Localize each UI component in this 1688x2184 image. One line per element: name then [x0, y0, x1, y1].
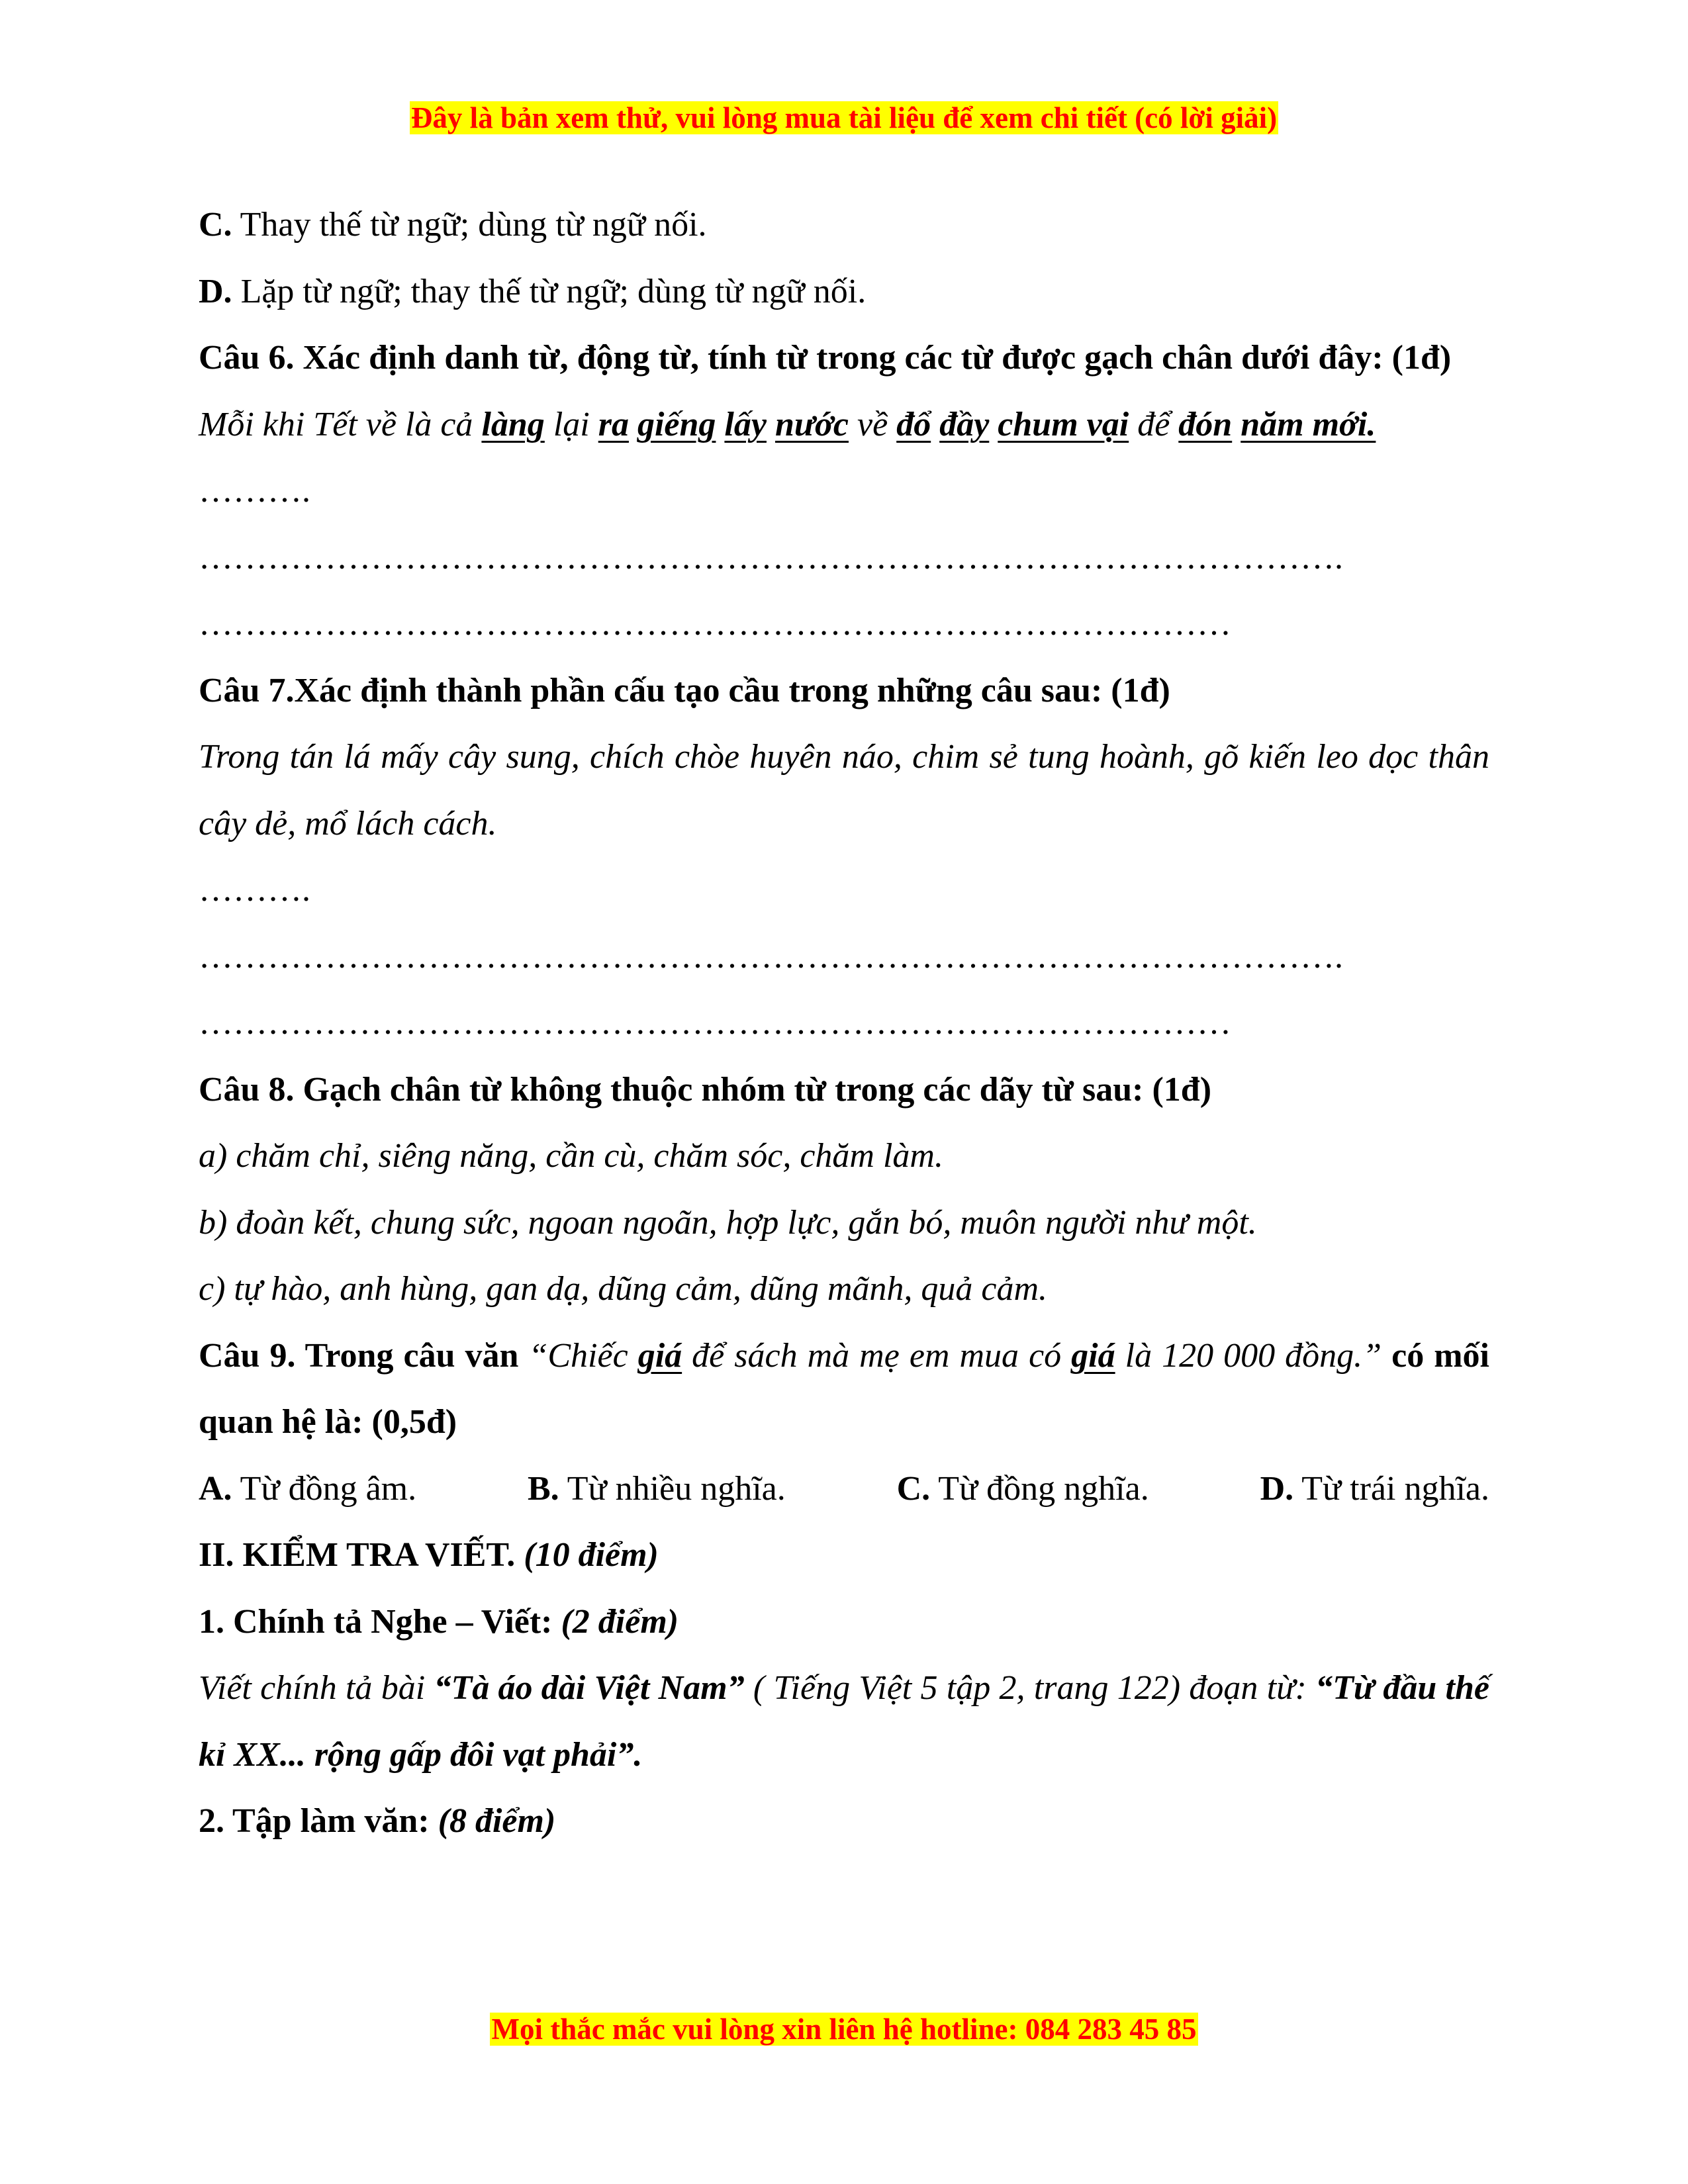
option-label: C.: [199, 206, 232, 244]
q6-sentence: [199, 392, 1489, 459]
section-heading: 1. Chính tả Nghe – Viết:: [199, 1602, 561, 1641]
q9-option-d: [1260, 1456, 1489, 1523]
q9-option-a: [199, 1456, 416, 1523]
text-segment: về: [849, 405, 897, 443]
answer-line: ………………………………………………………………………………: [199, 605, 1231, 643]
underlined-word: đón: [1178, 405, 1233, 443]
hotline-text: Mọi thắc mắc vui lòng xin liên hệ hotline: 084 283 45 85: [491, 2013, 1197, 2046]
underlined-word: đầy: [939, 405, 990, 443]
underlined-word: giá: [637, 1336, 682, 1375]
option-text: Từ nhiều nghĩa.: [559, 1469, 786, 1508]
option-text: Từ trái nghĩa.: [1293, 1469, 1489, 1508]
q8-item-c: c) tự hào, anh hùng, gan dạ, dũng cảm, dũng mãnh, quả cảm.: [199, 1270, 1048, 1308]
preview-notice-text: Đây là bản xem thử, vui lòng mua tài liệu để xem chi tiết (có lời giải): [410, 101, 1278, 134]
option-text: Từ đồng nghĩa.: [930, 1469, 1149, 1508]
text-segment: Câu 9. Trong câu văn: [199, 1336, 529, 1375]
text-segment: Mỗi khi Tết về là cả: [199, 405, 482, 443]
q6-title: Câu 6. Xác định danh từ, động từ, tính từ trong các từ được gạch chân dưới đây: (1đ): [199, 339, 1452, 377]
q8-item-a: a) chăm chỉ, siêng năng, cần cù, chăm sóc, chăm làm.: [199, 1137, 943, 1175]
option-label: B.: [527, 1469, 559, 1508]
q9-option-b: [528, 1456, 786, 1523]
underlined-word: đổ: [896, 405, 931, 443]
section-heading: II. KIỂM TRA VIẾT.: [199, 1536, 524, 1574]
underlined-word: giá: [1071, 1336, 1115, 1375]
section-heading: 2. Tập làm văn:: [199, 1802, 438, 1840]
underlined-word: làng: [481, 405, 545, 443]
section-points: (8 điểm): [438, 1802, 556, 1840]
underlined-word: nước: [774, 405, 849, 443]
text-segment: “Từ đầu thế kỉ XX... rộng gấp đôi vạt phải”.: [199, 1669, 1489, 1774]
option-text: Lặp từ ngữ; thay thế từ ngữ; dùng từ ngữ nối.: [232, 272, 867, 310]
section-points: (2 điểm): [561, 1602, 679, 1641]
answer-line: ……………………………………………………………………………………….: [199, 937, 1343, 976]
part2-section1-instructions: [199, 1655, 1489, 1788]
q8-item-b: b) đoàn kết, chung sức, ngoan ngoãn, hợp lực, gắn bó, muôn người như một.: [199, 1203, 1257, 1242]
text-segment: “Chiếc: [528, 1336, 638, 1375]
underlined-word: chum vại: [998, 405, 1129, 443]
text-segment: Viết chính tả bài: [199, 1669, 434, 1707]
part2-section1-heading: [199, 1589, 1489, 1656]
section-points: (10 điểm): [524, 1536, 659, 1574]
text-segment: để: [1129, 405, 1179, 443]
text-segment: ( Tiếng Việt 5 tập 2, trang 122) đoạn từ:: [744, 1669, 1316, 1707]
answer-line: ……….: [199, 472, 310, 510]
preview-notice-banner: [0, 99, 1688, 136]
answer-line: ………………………………………………………………………………: [199, 1004, 1231, 1042]
underlined-word: giếng: [637, 405, 716, 443]
hotline-banner: [0, 2011, 1688, 2048]
q9-options: [199, 1456, 1489, 1523]
underlined-word: lấy: [724, 405, 767, 443]
option-text: Thay thế từ ngữ; dùng từ ngữ nối.: [232, 206, 707, 244]
q7-sentence: Trong tán lá mấy cây sung, chích chòe huyên náo, chim sẻ tung hoành, gõ kiến leo dọc thân cây dẻ, mổ lách cách.: [199, 738, 1489, 842]
text-segment: có mối quan hệ là: (0,5đ): [199, 1336, 1489, 1441]
text-segment: “Tà áo dài Việt Nam”: [434, 1669, 745, 1707]
text-segment: là 120 000 đồng.”: [1115, 1336, 1382, 1375]
option-label: A.: [199, 1469, 232, 1508]
option-label: D.: [199, 272, 232, 310]
option-label: C.: [896, 1469, 931, 1508]
q5-option-d: [199, 259, 1489, 326]
part2-section2-heading: [199, 1788, 1489, 1855]
underlined-word: năm mới.: [1241, 405, 1376, 443]
q8-title: Câu 8. Gạch chân từ không thuộc nhóm từ trong các dãy từ sau: (1đ): [199, 1070, 1212, 1109]
option-label: D.: [1260, 1469, 1294, 1508]
text-segment: để sách mà mẹ em mua có: [682, 1336, 1072, 1375]
text-segment: lại: [544, 405, 598, 443]
option-text: Từ đồng âm.: [232, 1469, 417, 1508]
answer-line: ……….: [199, 871, 310, 909]
document-body: [199, 192, 1489, 1855]
answer-line: ……………………………………………………………………………………….: [199, 538, 1343, 576]
underlined-word: ra: [598, 405, 629, 443]
part2-heading: [199, 1522, 1489, 1589]
q7-title: Câu 7.Xác định thành phần cấu tạo cầu trong những câu sau: (1đ): [199, 671, 1170, 709]
q5-option-c: [199, 192, 1489, 259]
q9-title: [199, 1323, 1489, 1456]
q9-option-c: [897, 1456, 1149, 1523]
